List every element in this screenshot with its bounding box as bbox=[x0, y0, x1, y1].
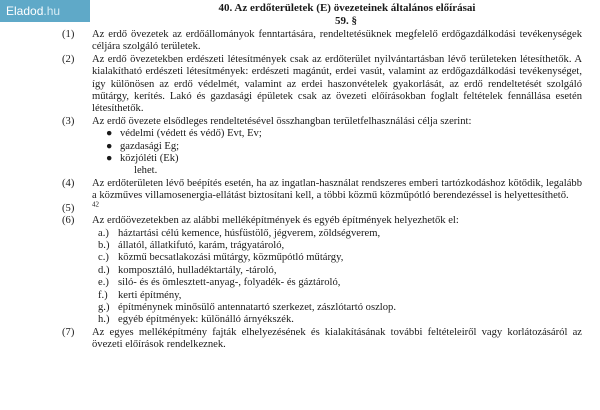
list-item-text: siló- és és ömlesztett-anyag-, folyadék- és gáztároló, bbox=[118, 277, 341, 289]
list-item-text: egyéb építmények: különálló árnyékszék. bbox=[118, 314, 294, 326]
list-item-label: c.) bbox=[98, 252, 109, 264]
logo-tld: .hu bbox=[43, 4, 61, 18]
paragraph-1 bbox=[62, 29, 582, 54]
bullet-text: közjóléti (Ek) bbox=[120, 153, 179, 165]
list-item bbox=[92, 252, 582, 264]
bullet-trailing-text: lehet. bbox=[134, 165, 158, 177]
list-item bbox=[92, 277, 582, 289]
bullet-icon: ● bbox=[106, 128, 113, 140]
paragraph-number: (7) bbox=[62, 326, 75, 338]
bullet-item bbox=[92, 153, 582, 165]
bullet-text: védelmi (védett és védő) Evt, Ev; bbox=[120, 128, 262, 140]
list-item bbox=[92, 314, 582, 326]
item-list bbox=[92, 228, 582, 327]
bullet-list bbox=[92, 128, 582, 165]
bullet-item bbox=[92, 141, 582, 153]
paragraph-3 bbox=[62, 116, 582, 178]
list-item bbox=[92, 240, 582, 252]
paragraph-text: Az erdő övezetek az erdőállományok fenntartására, rendeltetésüknek megfelelő erdőgazdálkodási tevékenységek céljára szolgáló területek. bbox=[92, 29, 582, 53]
paragraph-number: (5) bbox=[62, 202, 75, 214]
paragraph-number: (4) bbox=[62, 177, 75, 189]
paragraph-number: (1) bbox=[62, 29, 75, 40]
document-body bbox=[62, 2, 582, 352]
list-item bbox=[92, 302, 582, 314]
paragraph-number: (3) bbox=[62, 115, 75, 127]
paragraph-text: Az egyes melléképítmény fajták elhelyezésének és kialakításának további feltételeiről vagy korlátozásáról az övezeti előírások rendelkeznek. bbox=[92, 326, 582, 351]
list-item-label: f.) bbox=[98, 289, 108, 301]
list-item-text: komposztáló, hulladéktartály, -tároló, bbox=[118, 264, 277, 276]
paragraph-number: (2) bbox=[62, 53, 75, 65]
paragraph-2 bbox=[62, 54, 582, 116]
list-item-text: háztartási célú kemence, húsfüstölő, jégverem, zöldségverem, bbox=[118, 227, 381, 239]
list-item-label: a.) bbox=[98, 227, 109, 239]
section-number: 59. § bbox=[335, 15, 357, 27]
list-item bbox=[92, 228, 582, 240]
list-item bbox=[92, 290, 582, 302]
list-item-label: b.) bbox=[98, 239, 110, 251]
paragraph-text-container bbox=[92, 116, 582, 178]
paragraph-4 bbox=[62, 178, 582, 203]
logo-brand: Eladod bbox=[6, 4, 44, 18]
list-item-text: állatól, állatkifutó, karám, trágyatároló, bbox=[118, 239, 285, 251]
paragraph-text: Az erdőterületen lévő beépítés esetén, ha az ingatlan-használat rendszeres emberi tartózkodáshoz kötődik, legalább a közműves villamosenergia-ellátást biztosítani kell, a többi közmű közműpótló berendezéssel is helyettesíthető. bbox=[92, 177, 582, 202]
list-item-label: g.) bbox=[98, 301, 110, 313]
paragraph-text bbox=[92, 200, 582, 215]
paragraph-5 bbox=[62, 200, 582, 215]
list-item-text: építménynek minősülő antennatartó szerkezet, zászlótartó oszlop. bbox=[118, 301, 396, 313]
bullet-text: gazdasági Eg; bbox=[120, 140, 180, 152]
list-item-text: kerti építmény, bbox=[118, 289, 182, 301]
paragraph-text-container bbox=[92, 215, 582, 327]
list-item bbox=[92, 265, 582, 277]
paragraph-text: Az erdőövezetekben az alábbi melléképítmények és egyéb építmények helyezhetők el: bbox=[92, 215, 459, 227]
document-title: 40. Az erdőterületek (E) övezeteinek általános előírásai bbox=[218, 2, 476, 14]
list-item-label: h.) bbox=[98, 314, 110, 326]
footnote-reference[interactable]: 42 bbox=[92, 200, 99, 209]
paragraph-7 bbox=[62, 327, 582, 352]
list-item-text: közmű becsatlakozási műtárgy, közműpótló műtárgy, bbox=[118, 252, 344, 264]
list-item-label: e.) bbox=[98, 277, 109, 289]
paragraph-text: Az erdő övezetekben erdészeti létesítmények csak az erdőterület nyilvántartásban lévő területeken létesíthetők. A kialakítható erdészeti létesítmények: erdészeti magánút, erdei vasút, valamint az erdőgazdálkodási tevékenységet, így különösen az erdő védelmét, valamint az erdei haszonvételek gyakorlását, az erdő rendeltetését szolgáló műtárgy, kerítés. Lakó és gazdasági épületek csak az övezeti előírásokban foglalt feltételek fennállása esetén létesíthetők. bbox=[92, 53, 582, 115]
paragraph-text: Az erdő övezete elsődleges rendeltetésével összhangban területfelhasználási célja szerint: bbox=[92, 115, 472, 127]
paragraph-number: (6) bbox=[62, 215, 75, 227]
paragraph-6 bbox=[62, 215, 582, 327]
bullet-icon: ● bbox=[106, 140, 113, 152]
bullet-icon: ● bbox=[106, 153, 113, 165]
bullet-item bbox=[92, 128, 582, 140]
list-item-label: d.) bbox=[98, 264, 110, 276]
